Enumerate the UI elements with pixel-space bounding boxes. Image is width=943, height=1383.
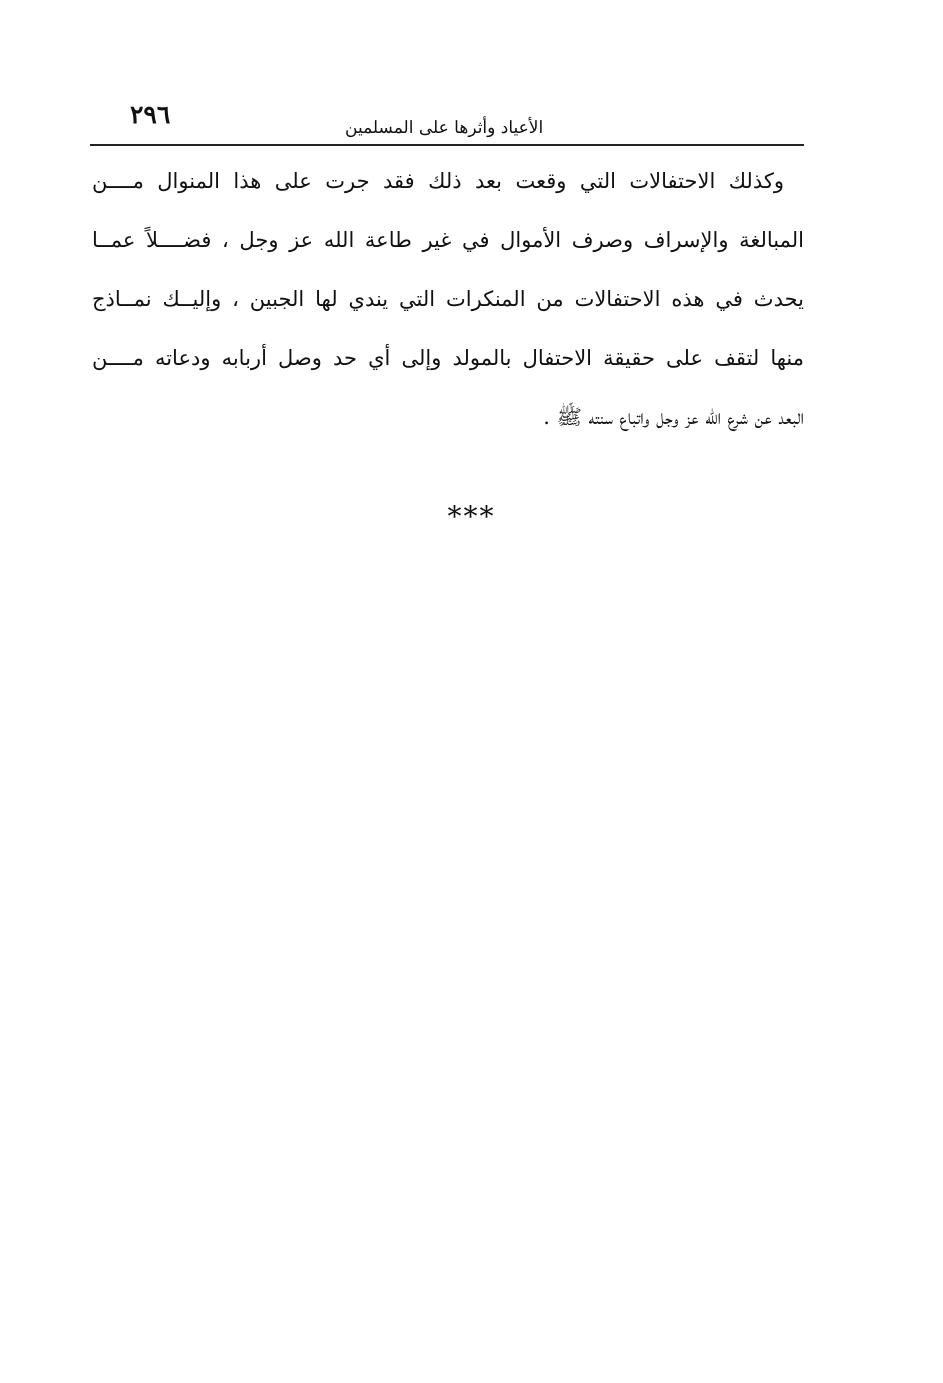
paragraph-line-1: وكذلك الاحتفالات التي وقعت بعد ذلك فقد جرت على هذا المنوال مــــن (92, 169, 784, 193)
paragraph-line-5: البعد عن شرع الله عز وجل واتباع سنته ﷺ . (543, 405, 804, 429)
running-title: الأعياد وأثرها على المسلمين (345, 118, 544, 138)
paragraph-line-2: المبالغة والإسراف وصرف الأموال في غير طاعة الله عز وجل ، فضــــلاً عمــا (92, 228, 804, 252)
page-number: ٢٩٦ (130, 100, 171, 129)
paragraph-line-3: يحدث في هذه الاحتفالات من المنكرات التي يندي لها الجبين ، وإليــك نمــاذج (92, 287, 804, 311)
section-separator: *** (447, 500, 496, 533)
paragraph-line-4: منها لتقف على حقيقة الاحتفال بالمولد وإلى أي حد وصل أربابه ودعاته مــــن (92, 346, 804, 370)
header-divider (90, 144, 804, 146)
page-header (90, 98, 804, 146)
body-paragraph (92, 152, 804, 447)
